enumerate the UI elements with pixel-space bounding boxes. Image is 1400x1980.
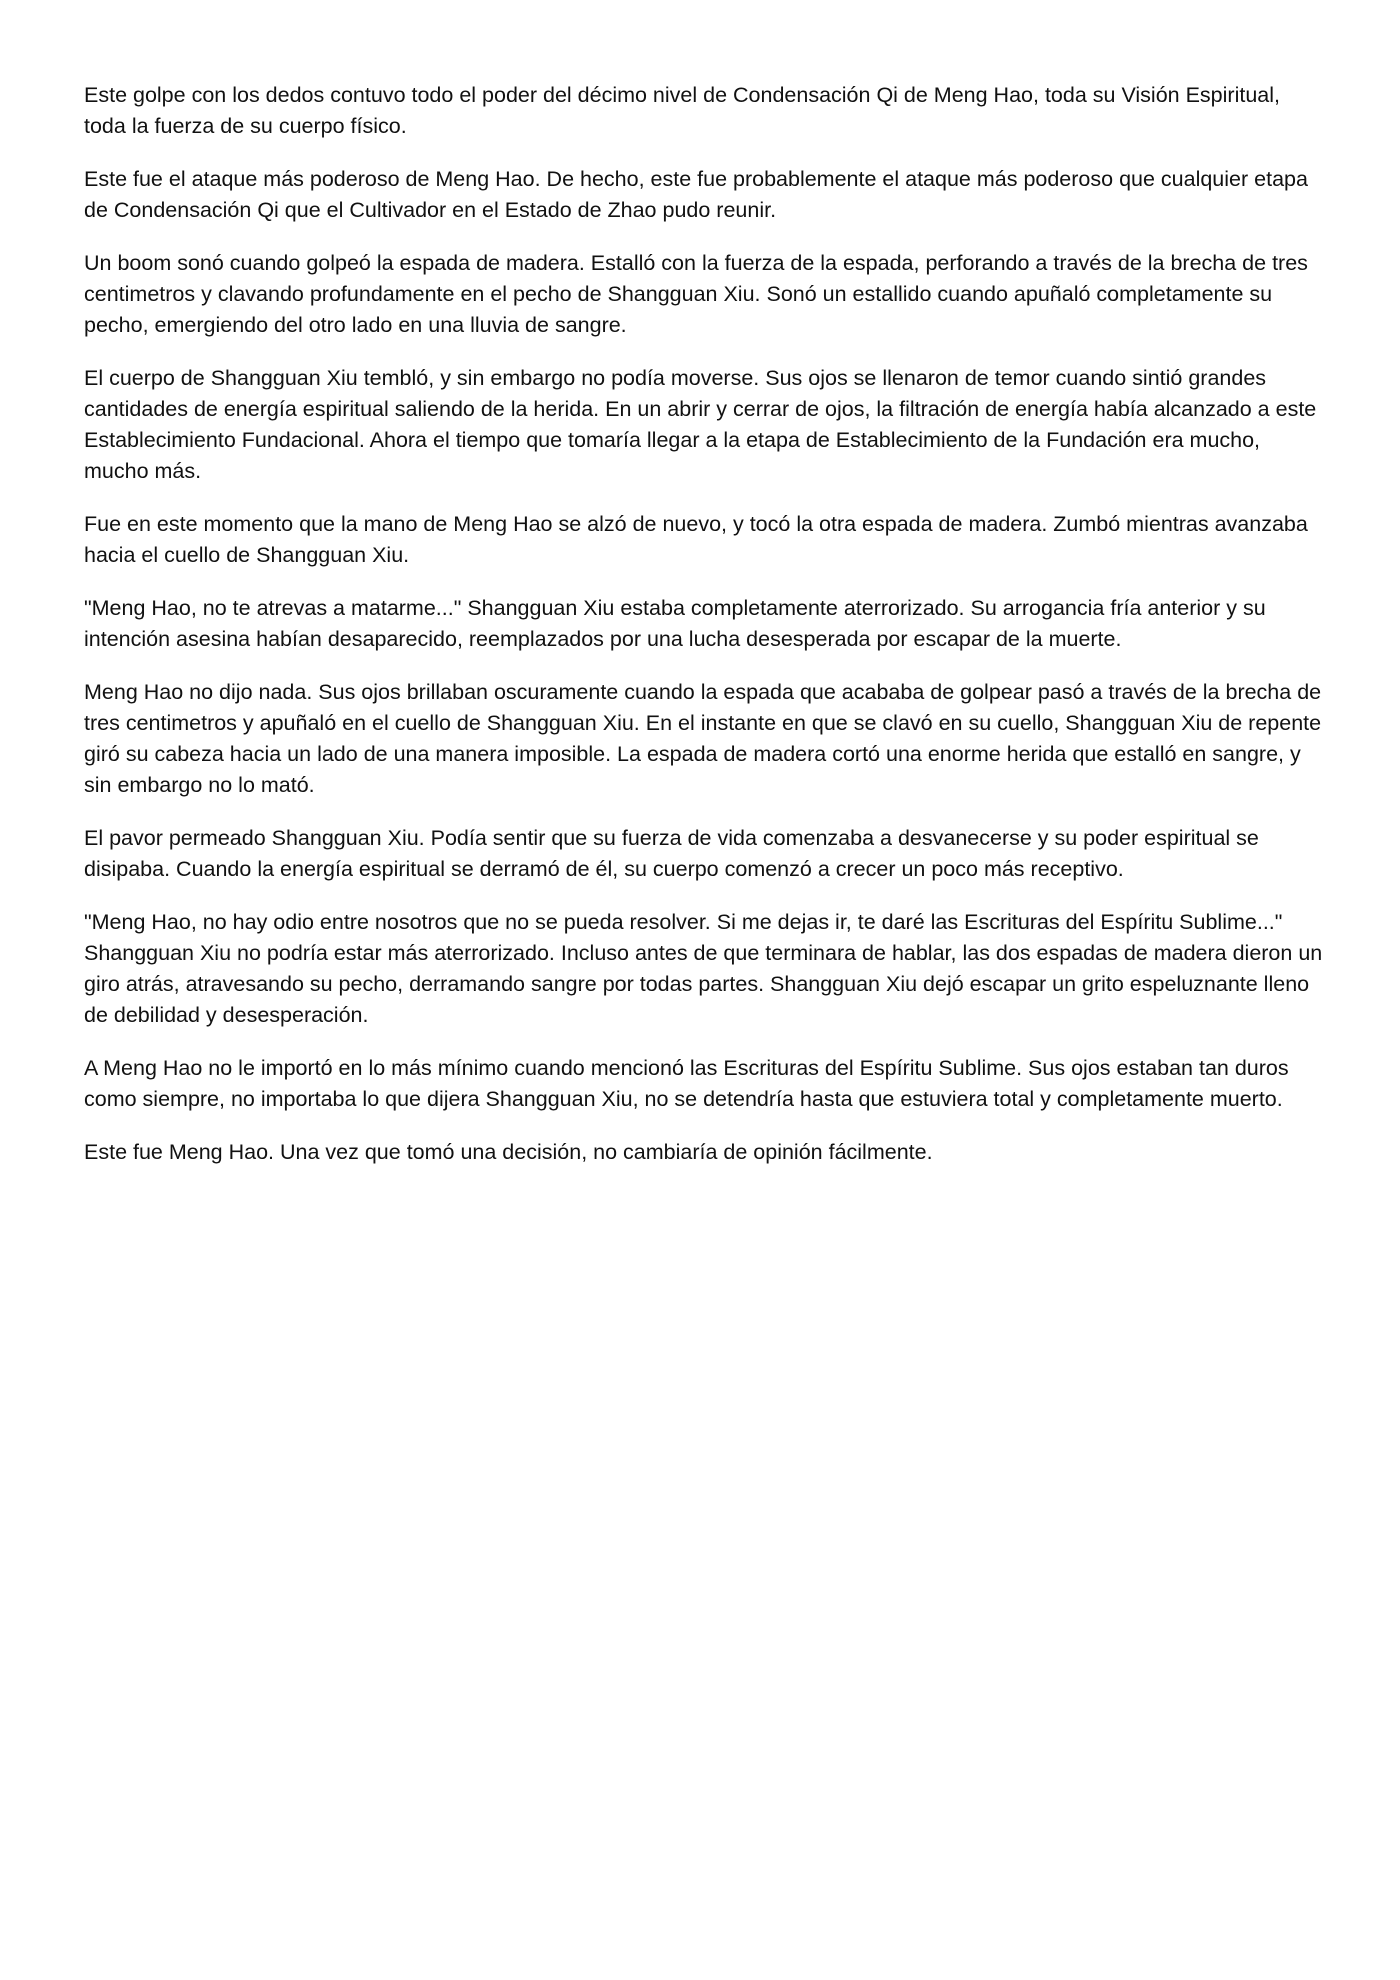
paragraph: Meng Hao no dijo nada. Sus ojos brillaban oscuramente cuando la espada que acababa de golpear pasó a través de la brecha de tres centimetros y apuñaló en el cuello de Shangguan Xiu. En el instante en que se clavó en su cuello, Shangguan Xiu de repente giró su cabeza hacia un lado de una manera imposible. La espada de madera cortó una enorme herida que estalló en sangre, y sin embargo no lo mató. — [84, 680, 1322, 797]
paragraph: Este fue Meng Hao. Una vez que tomó una decisión, no cambiaría de opinión fácilmente. — [84, 1140, 933, 1164]
paragraph: "Meng Hao, no te atrevas a matarme..." Shangguan Xiu estaba completamente aterrorizado. Su arrogancia fría anterior y su intención asesina habían desaparecido, reemplazados por una lucha desesperada por escapar de la muerte. — [84, 596, 1266, 651]
paragraph: Fue en este momento que la mano de Meng Hao se alzó de nuevo, y tocó la otra espada de madera. Zumbó mientras avanzaba hacia el cuello de Shangguan Xiu. — [84, 512, 1308, 567]
paragraph: Un boom sonó cuando golpeó la espada de madera. Estalló con la fuerza de la espada, perforando a través de la brecha de tres centimetros y clavando profundamente en el pecho de Shangguan Xiu. Sonó un estallido cuando apuñaló completamente su pecho, emergiendo del otro lado en una lluvia de sangre. — [84, 251, 1308, 337]
paragraph: El pavor permeado Shangguan Xiu. Podía sentir que su fuerza de vida comenzaba a desvanecerse y su poder espiritual se disipaba. Cuando la energía espiritual se derramó de él, su cuerpo comenzó a crecer un poco más receptivo. — [84, 826, 1259, 881]
paragraph: Este golpe con los dedos contuvo todo el poder del décimo nivel de Condensación Qi de Meng Hao, toda su Visión Espiritual, toda la fuerza de su cuerpo físico. — [84, 83, 1280, 138]
document-page — [84, 80, 1324, 1190]
paragraph: Este fue el ataque más poderoso de Meng Hao. De hecho, este fue probablemente el ataque más poderoso que cualquier etapa de Condensación Qi que el Cultivador en el Estado de Zhao pudo reunir. — [84, 167, 1308, 222]
paragraph: El cuerpo de Shangguan Xiu tembló, y sin embargo no podía moverse. Sus ojos se llenaron de temor cuando sintió grandes cantidades de energía espiritual saliendo de la herida. En un abrir y cerrar de ojos, la filtración de energía había alcanzado a este Establecimiento Fundacional. Ahora el tiempo que tomaría llegar a la etapa de Establecimiento de la Fundación era mucho, mucho más. — [84, 366, 1317, 483]
paragraph: "Meng Hao, no hay odio entre nosotros que no se pueda resolver. Si me dejas ir, te daré las Escrituras del Espíritu Sublime..." Shangguan Xiu no podría estar más aterrorizado. Incluso antes de que terminara de hablar, las dos espadas de madera dieron un giro atrás, atravesando su pecho, derramando sangre por todas partes. Shangguan Xiu dejó escapar un grito espeluznante lleno de debilidad y desesperación. — [84, 910, 1323, 1027]
paragraph: A Meng Hao no le importó en lo más mínimo cuando mencionó las Escrituras del Espíritu Sublime. Sus ojos estaban tan duros como siempre, no importaba lo que dijera Shangguan Xiu, no se detendría hasta que estuviera total y completamente muerto. — [84, 1056, 1289, 1111]
